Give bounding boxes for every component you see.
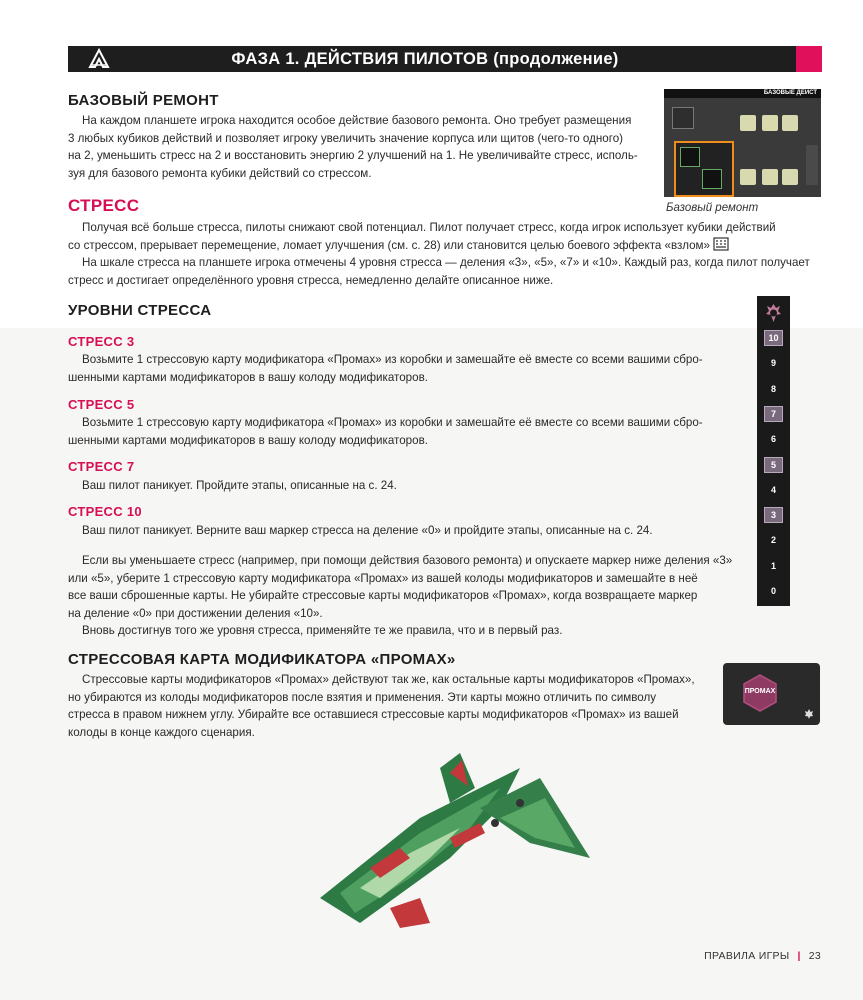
stress-paragraph — [68, 219, 828, 289]
text-line: на 2, уменьшить стресс на 2 и восстановить энергию 2 улучшений на 1. Не увеличивайте стресс, исполь- — [68, 149, 638, 163]
stress-heading: СТРЕСС — [68, 196, 140, 215]
text-line: На шкале стресса на планшете игрока отмечены 4 уровня стресса — деления «3», «5», «7» и «10». Каждый раз, когда пилот получает — [82, 256, 810, 270]
stress-skull-icon — [804, 708, 814, 720]
text-line: стресс и достигает определённого уровня стресса, немедленно делайте описанное ниже. — [68, 273, 554, 287]
base-repair-board-image — [664, 89, 821, 197]
miss-card-label: ПРОМАХ — [744, 688, 776, 695]
starship-illustration — [300, 748, 590, 938]
text-line: колоды в конце каждого сценария. — [68, 725, 255, 739]
stress-scale-image — [757, 296, 790, 606]
stress-scale-step: 2 — [770, 535, 776, 546]
text-line-part: со стрессом, прерывает перемещение, ломает улучшения (см. с. 28) или становится целью боевого эффекта «взлом» — [68, 238, 710, 252]
miss-card-heading: СТРЕССОВАЯ КАРТА МОДИФИКАТОРА «ПРОМАХ» — [68, 651, 456, 668]
text-line: шенными картами модификаторов в вашу колоду модификаторов. — [68, 433, 428, 447]
stress-10-title: СТРЕСС 10 — [68, 504, 142, 519]
stress-scale-step: 9 — [770, 358, 776, 369]
stress-skull-icon — [764, 302, 783, 324]
stress-3-title: СТРЕСС 3 — [68, 334, 135, 349]
text-line: Возьмите 1 стрессовую карту модификатора «Промах» из коробки и замешайте её вместе со всеми вашими сбро- — [82, 416, 703, 429]
base-repair-heading: БАЗОВЫЙ РЕМОНТ — [68, 92, 219, 109]
stress-scale-step: 3 — [764, 507, 783, 523]
stress-7-title: СТРЕСС 7 — [68, 459, 135, 474]
page-footer — [704, 950, 821, 962]
text-line: на деление «0» при достижении деления «10». — [68, 606, 323, 620]
miss-card-paragraph — [68, 671, 728, 741]
text-line: Возьмите 1 стрессовую карту модификатора «Промах» из коробки и замешайте её вместе со всеми вашими сбро- — [82, 353, 703, 366]
stress-scale-step: 8 — [770, 383, 776, 394]
stress-scale-step: 10 — [764, 330, 783, 346]
stress-scale-step: 5 — [764, 457, 783, 473]
text-line: все ваши сброшенные карты. Не убирайте стрессовые карты модификаторов «Промах», когда возвращаете маркер — [68, 589, 698, 603]
stress-scale-step: 4 — [770, 484, 776, 495]
hack-effect-icon — [713, 237, 729, 251]
page-title: ФАЗА 1. ДЕЙСТВИЯ ПИЛОТОВ (продолжение) — [231, 50, 619, 68]
text-line: Если вы уменьшаете стресс (например, при помощи действия базового ремонта) и опускаете маркер ниже деления «3» — [82, 554, 733, 567]
section-banner — [68, 46, 822, 72]
text-line: или «5», уберите 1 стрессовую карту модификатора «Промах» из вашей колоды модификаторов и замешайте в неё — [68, 571, 698, 585]
stress-10-text: Ваш пилот паникует. Верните ваш маркер стресса на деление «0» и пройдите этапы, описанные на с. 24. — [82, 524, 653, 537]
stress-scale-step: 6 — [770, 434, 776, 445]
text-line: шенными картами модификаторов в вашу колоду модификаторов. — [68, 370, 428, 384]
footer-separator: | — [797, 950, 801, 962]
base-repair-paragraph — [68, 112, 658, 182]
text-line — [68, 237, 828, 255]
stress-5-title: СТРЕСС 5 — [68, 397, 135, 412]
stress-scale-step: 7 — [764, 406, 783, 422]
stress-after-paragraph — [68, 552, 748, 640]
text-line: Получая всё больше стресса, пилоты снижают свой потенциал. Пилот получает стресс, когда игрок использует кубики действий — [82, 221, 776, 234]
base-repair-caption: Базовый ремонт — [666, 202, 759, 214]
text-line: Вновь достигнув того же уровня стресса, применяйте те же правила, что и в первый раз. — [82, 624, 563, 638]
text-line: На каждом планшете игрока находится особое действие базового ремонта. Оно требует размещения — [82, 114, 632, 127]
stress-7-text: Ваш пилот паникует. Пройдите этапы, описанные на с. 24. — [82, 479, 397, 492]
banner-accent — [796, 46, 822, 72]
footer-label: ПРАВИЛА ИГРЫ — [704, 950, 790, 962]
stress-5-text — [68, 414, 748, 449]
stress-scale-step: 1 — [770, 560, 776, 571]
text-line: 3 любых кубиков действий и позволяет игроку увеличить значение корпуса или щитов (чего-то одного) — [68, 131, 624, 145]
text-line: Стрессовые карты модификаторов «Промах» действуют так же, как остальные карты модификаторов «Промах», — [82, 673, 695, 686]
text-line: зуя для базового ремонта кубики действий со стрессом. — [68, 166, 372, 180]
stress-scale-step: 0 — [770, 586, 776, 596]
stress-3-text — [68, 351, 748, 386]
stress-levels-heading: УРОВНИ СТРЕССА — [68, 302, 212, 319]
text-line: но убираются из колоды модификаторов после взятия и применения. Эти карты можно отличить по символу — [68, 690, 657, 704]
text-line: стресса в правом нижнем углу. Убирайте все оставшиеся стрессовые карты модификаторов «Промах» из вашей — [68, 708, 679, 722]
page-number: 23 — [808, 950, 821, 962]
miss-card-image — [723, 663, 820, 725]
board-label: БАЗОВЫЕ ДЕЙСТ — [763, 90, 817, 96]
